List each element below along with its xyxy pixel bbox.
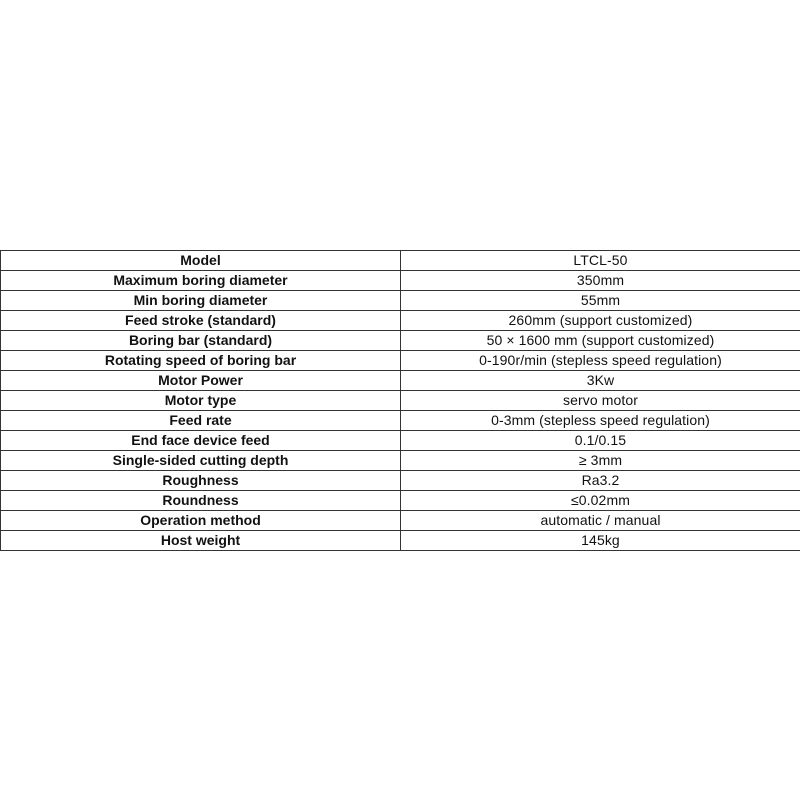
table-row (1, 251, 800, 271)
parameter-cell: Model (1, 251, 401, 271)
value-cell: 0-190r/min (stepless speed regulation) (401, 351, 800, 371)
value-cell: 0.1/0.15 (401, 431, 800, 451)
table-row (1, 491, 800, 511)
table-row (1, 531, 800, 551)
table-row (1, 431, 800, 451)
parameter-cell: Boring bar (standard) (1, 331, 401, 351)
value-cell: automatic / manual (401, 511, 800, 531)
table-row (1, 411, 800, 431)
table-row (1, 391, 800, 411)
value-cell: LTCL-50 (401, 251, 800, 271)
value-cell: ≥ 3mm (401, 451, 800, 471)
table-row (1, 311, 800, 331)
value-cell: 145kg (401, 531, 800, 551)
value-cell: 0-3mm (stepless speed regulation) (401, 411, 800, 431)
parameter-cell: End face device feed (1, 431, 401, 451)
parameter-cell: Single-sided cutting depth (1, 451, 401, 471)
parameter-cell: Feed stroke (standard) (1, 311, 401, 331)
spec-table-body (1, 251, 800, 551)
table-row (1, 291, 800, 311)
parameter-cell: Maximum boring diameter (1, 271, 401, 291)
value-cell: 3Kw (401, 371, 800, 391)
value-cell: Ra3.2 (401, 471, 800, 491)
parameter-cell: Rotating speed of boring bar (1, 351, 401, 371)
parameter-cell: Feed rate (1, 411, 401, 431)
table-row (1, 451, 800, 471)
parameter-cell: Motor Power (1, 371, 401, 391)
value-cell: ≤0.02mm (401, 491, 800, 511)
parameter-cell: Roughness (1, 471, 401, 491)
spec-table (0, 250, 800, 551)
parameter-cell: Motor type (1, 391, 401, 411)
table-row (1, 271, 800, 291)
table-row (1, 371, 800, 391)
table-row (1, 351, 800, 371)
parameter-cell: Operation method (1, 511, 401, 531)
table-row (1, 471, 800, 491)
value-cell: 55mm (401, 291, 800, 311)
table-row (1, 511, 800, 531)
value-cell: 50 × 1600 mm (support customized) (401, 331, 800, 351)
parameter-cell: Host weight (1, 531, 401, 551)
table-row (1, 331, 800, 351)
value-cell: 260mm (support customized) (401, 311, 800, 331)
parameter-cell: Min boring diameter (1, 291, 401, 311)
value-cell: 350mm (401, 271, 800, 291)
value-cell: servo motor (401, 391, 800, 411)
parameter-cell: Roundness (1, 491, 401, 511)
